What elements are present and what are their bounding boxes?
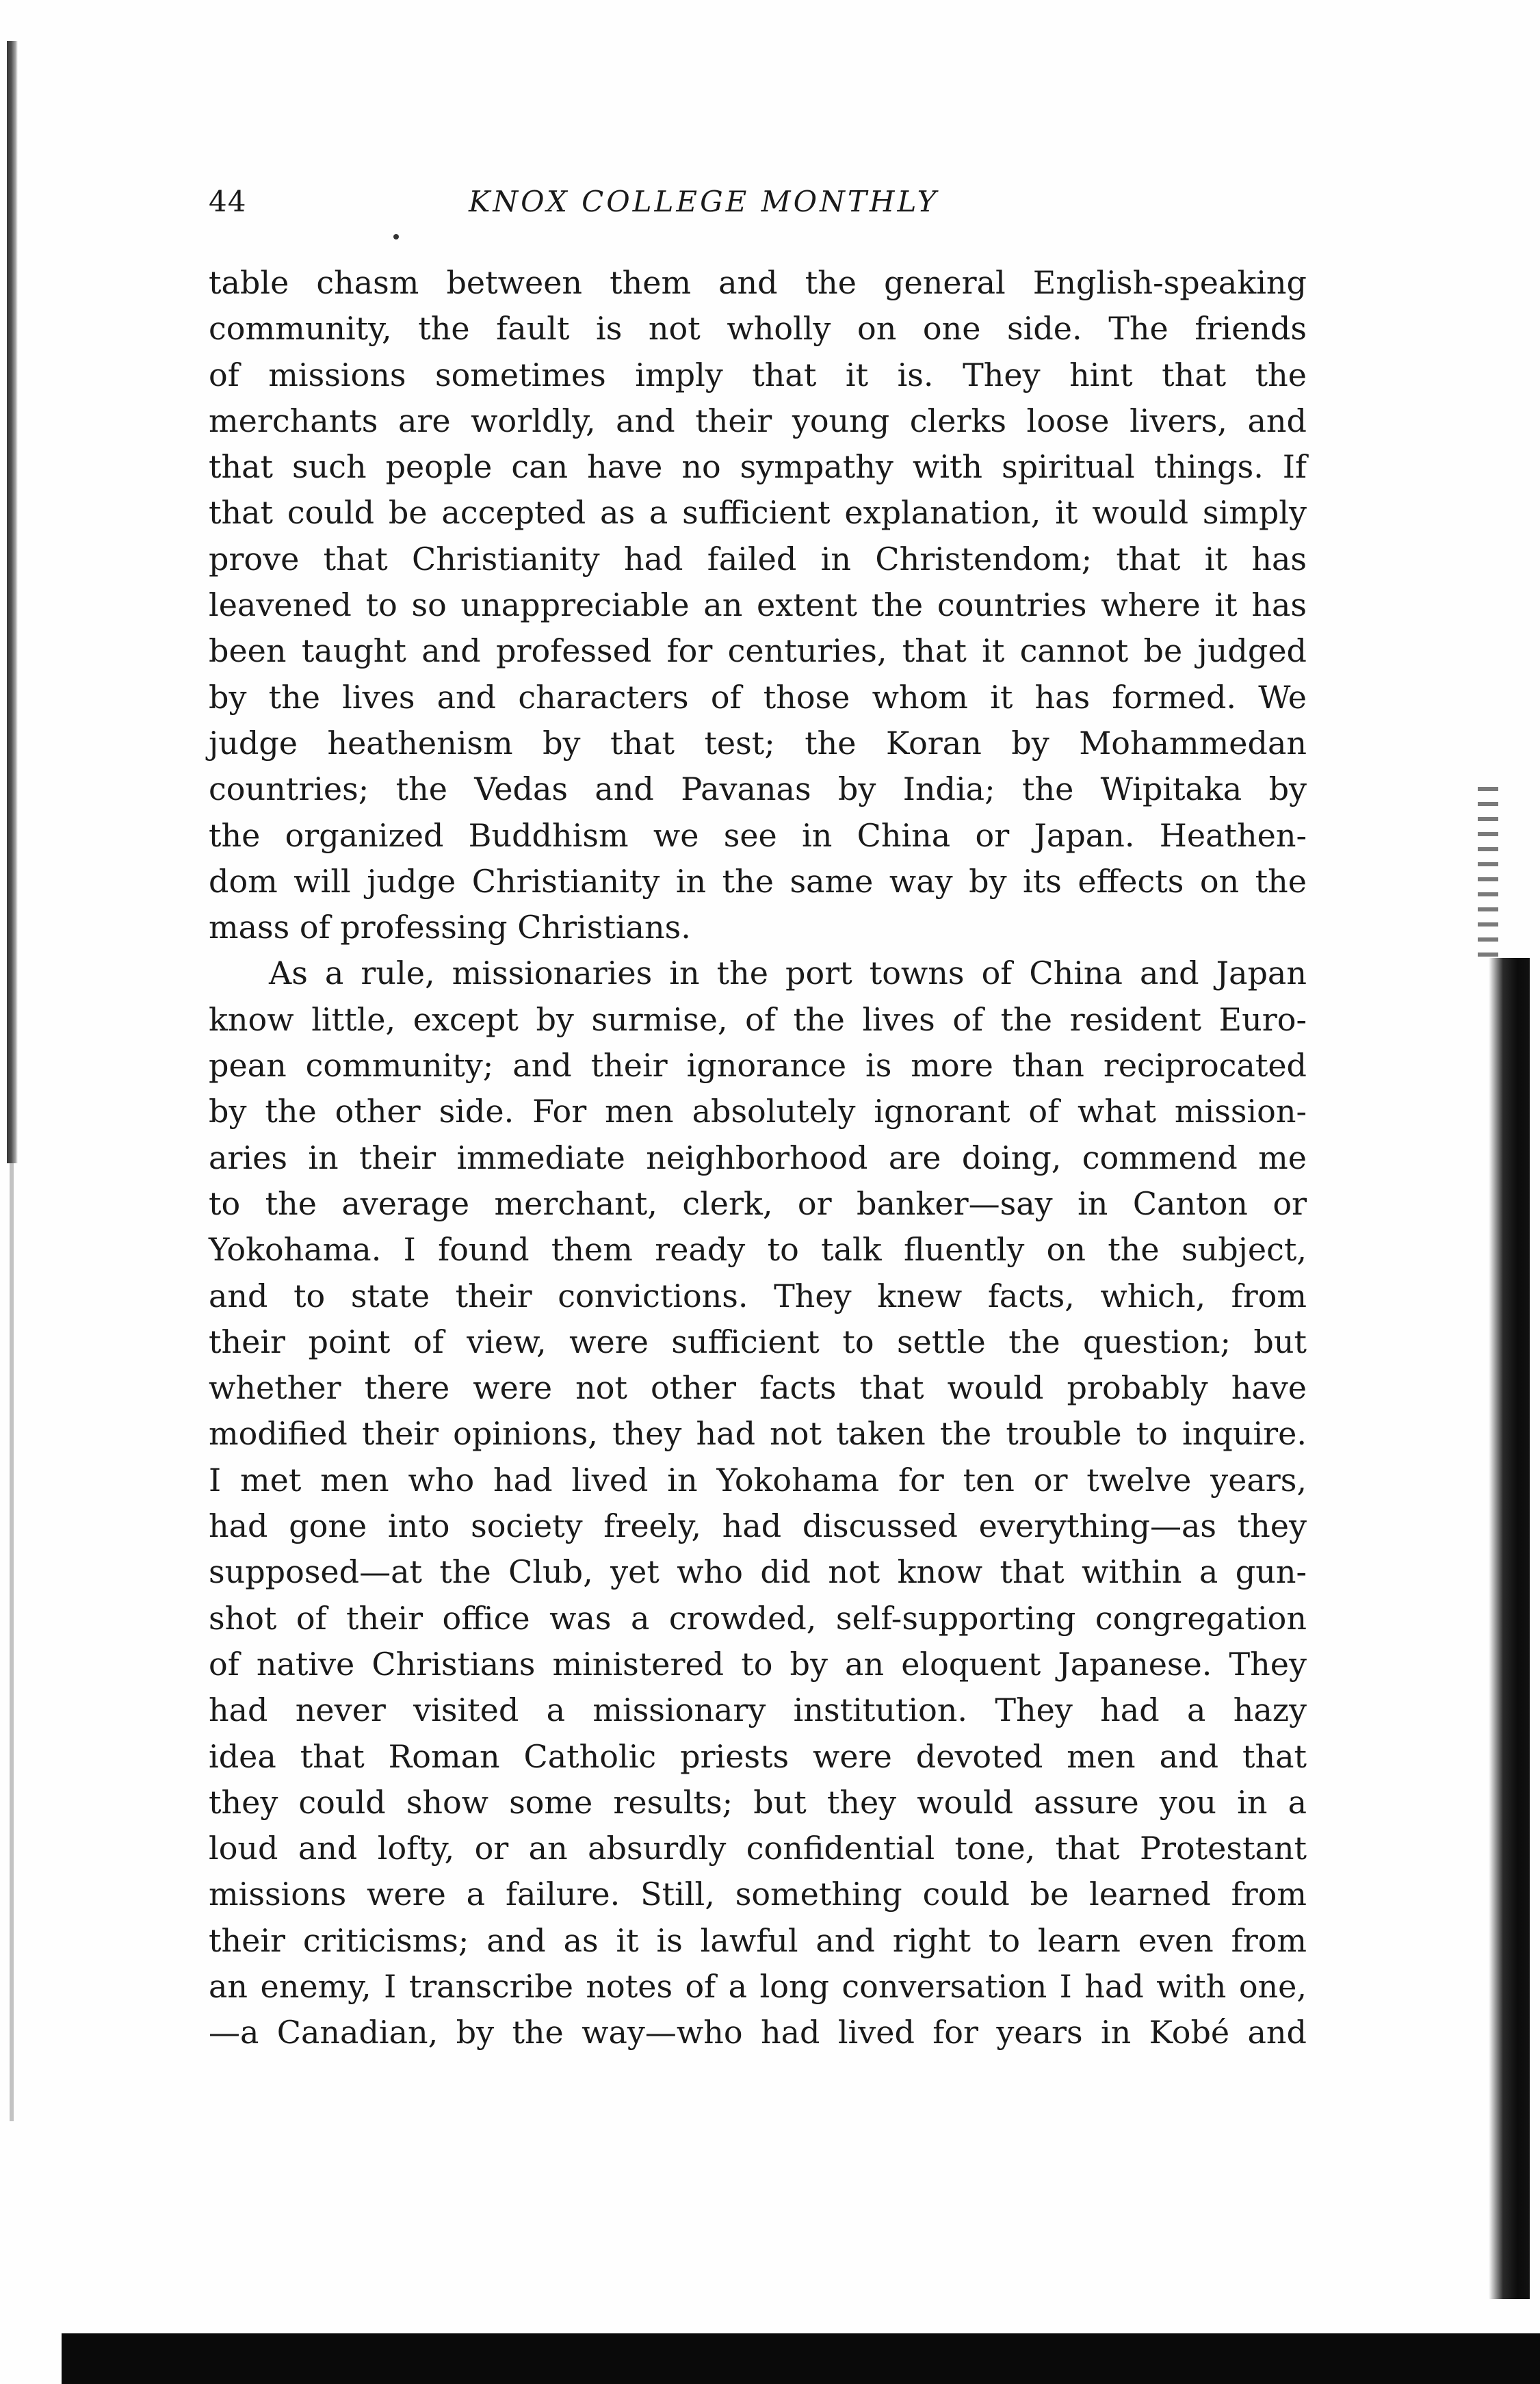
text-line: of native Christians ministered to by an eloquent Japanese. They — [209, 1645, 1307, 1683]
text-line: their criticisms; and as it is lawful and right to learn even from — [209, 1921, 1307, 1959]
text-line: table chasm between them and the general English-speaking — [209, 264, 1307, 301]
scan-edge-left-lower — [10, 1163, 14, 2121]
text-line: been taught and professed for centuries, that it cannot be judged — [209, 632, 1307, 670]
text-line: loud and lofty, or an absurdly confidential tone, that Protestant — [209, 1830, 1307, 1867]
text-line: Yokohama. I found them ready to talk fluently on the subject, — [209, 1231, 1307, 1269]
text-line: supposed—at the Club, yet who did not know that within a gun- — [209, 1553, 1307, 1591]
text-line: they could show some results; but they would assure you in a — [209, 1783, 1307, 1821]
scan-edge-left — [7, 41, 18, 1163]
text-line: I met men who had lived in Yokohama for ten or twelve years, — [209, 1461, 1307, 1499]
scan-edge-bottom — [62, 2333, 1540, 2384]
text-line: and to state their convictions. They knew facts, which, from — [209, 1277, 1307, 1314]
text-line: pean community; and their ignorance is more than reciprocated — [209, 1047, 1307, 1085]
text-line: leavened to so unappreciable an extent the countries where it has — [209, 586, 1307, 624]
scan-edge-right-marks — [1478, 787, 1498, 965]
paragraph-start-line: As a rule, missionaries in the port towns of China and Japan — [269, 955, 1307, 992]
text-line: —a Canadian, by the way—who had lived for years in Kobé and — [209, 2014, 1307, 2051]
text-line: of missions sometimes imply that it is. They hint that the — [209, 356, 1307, 393]
text-line: community, the fault is not wholly on one side. The friends — [209, 310, 1307, 348]
text-line: aries in their immediate neighborhood are doing, commend me — [209, 1139, 1307, 1176]
text-line: their point of view, were sufficient to settle the question; but — [209, 1323, 1307, 1360]
text-line: shot of their office was a crowded, self-supporting congregation — [209, 1599, 1307, 1637]
header-dot — [393, 234, 399, 239]
text-line: the organized Buddhism we see in China or Japan. Heathen- — [209, 816, 1307, 854]
text-line: countries; the Vedas and Pavanas by India; the Wipitaka by — [209, 770, 1307, 808]
scan-edge-right — [1489, 958, 1530, 2299]
page-number: 44 — [209, 185, 247, 218]
text-line: to the average merchant, clerk, or banker—say in Canton or — [209, 1184, 1307, 1222]
body-text — [209, 260, 1307, 2056]
text-line: judge heathenism by that test; the Koran by Mohammedan — [209, 724, 1307, 762]
text-line: that such people can have no sympathy with spiritual things. If — [209, 448, 1307, 486]
text-line: dom will judge Christianity in the same way by its effects on the — [209, 862, 1307, 900]
paragraph-end-line: mass of professing Christians. — [209, 909, 691, 946]
text-line: that could be accepted as a sufficient explanation, it would simply — [209, 494, 1307, 532]
text-line: by the other side. For men absolutely ignorant of what mission- — [209, 1093, 1307, 1130]
text-line: know little, except by surmise, of the lives of the resident Euro- — [209, 1000, 1307, 1038]
text-line: had never visited a missionary institution. They had a hazy — [209, 1692, 1307, 1729]
text-line: merchants are worldly, and their young clerks loose livers, and — [209, 402, 1307, 439]
running-head — [209, 185, 1331, 233]
journal-title: KNOX COLLEGE MONTHLY — [469, 185, 939, 218]
text-line: had gone into society freely, had discussed everything—as they — [209, 1507, 1307, 1545]
text-line: modified their opinions, they had not taken the trouble to inquire. — [209, 1415, 1307, 1453]
text-line: prove that Christianity had failed in Christendom; that it has — [209, 540, 1307, 578]
text-line: whether there were not other facts that would probably have — [209, 1369, 1307, 1407]
text-line: idea that Roman Catholic priests were devoted men and that — [209, 1737, 1307, 1775]
text-line: by the lives and characters of those whom it has formed. We — [209, 678, 1307, 716]
text-line: an enemy, I transcribe notes of a long conversation I had with one, — [209, 1967, 1307, 2005]
text-line: missions were a failure. Still, something could be learned from — [209, 1876, 1307, 1913]
